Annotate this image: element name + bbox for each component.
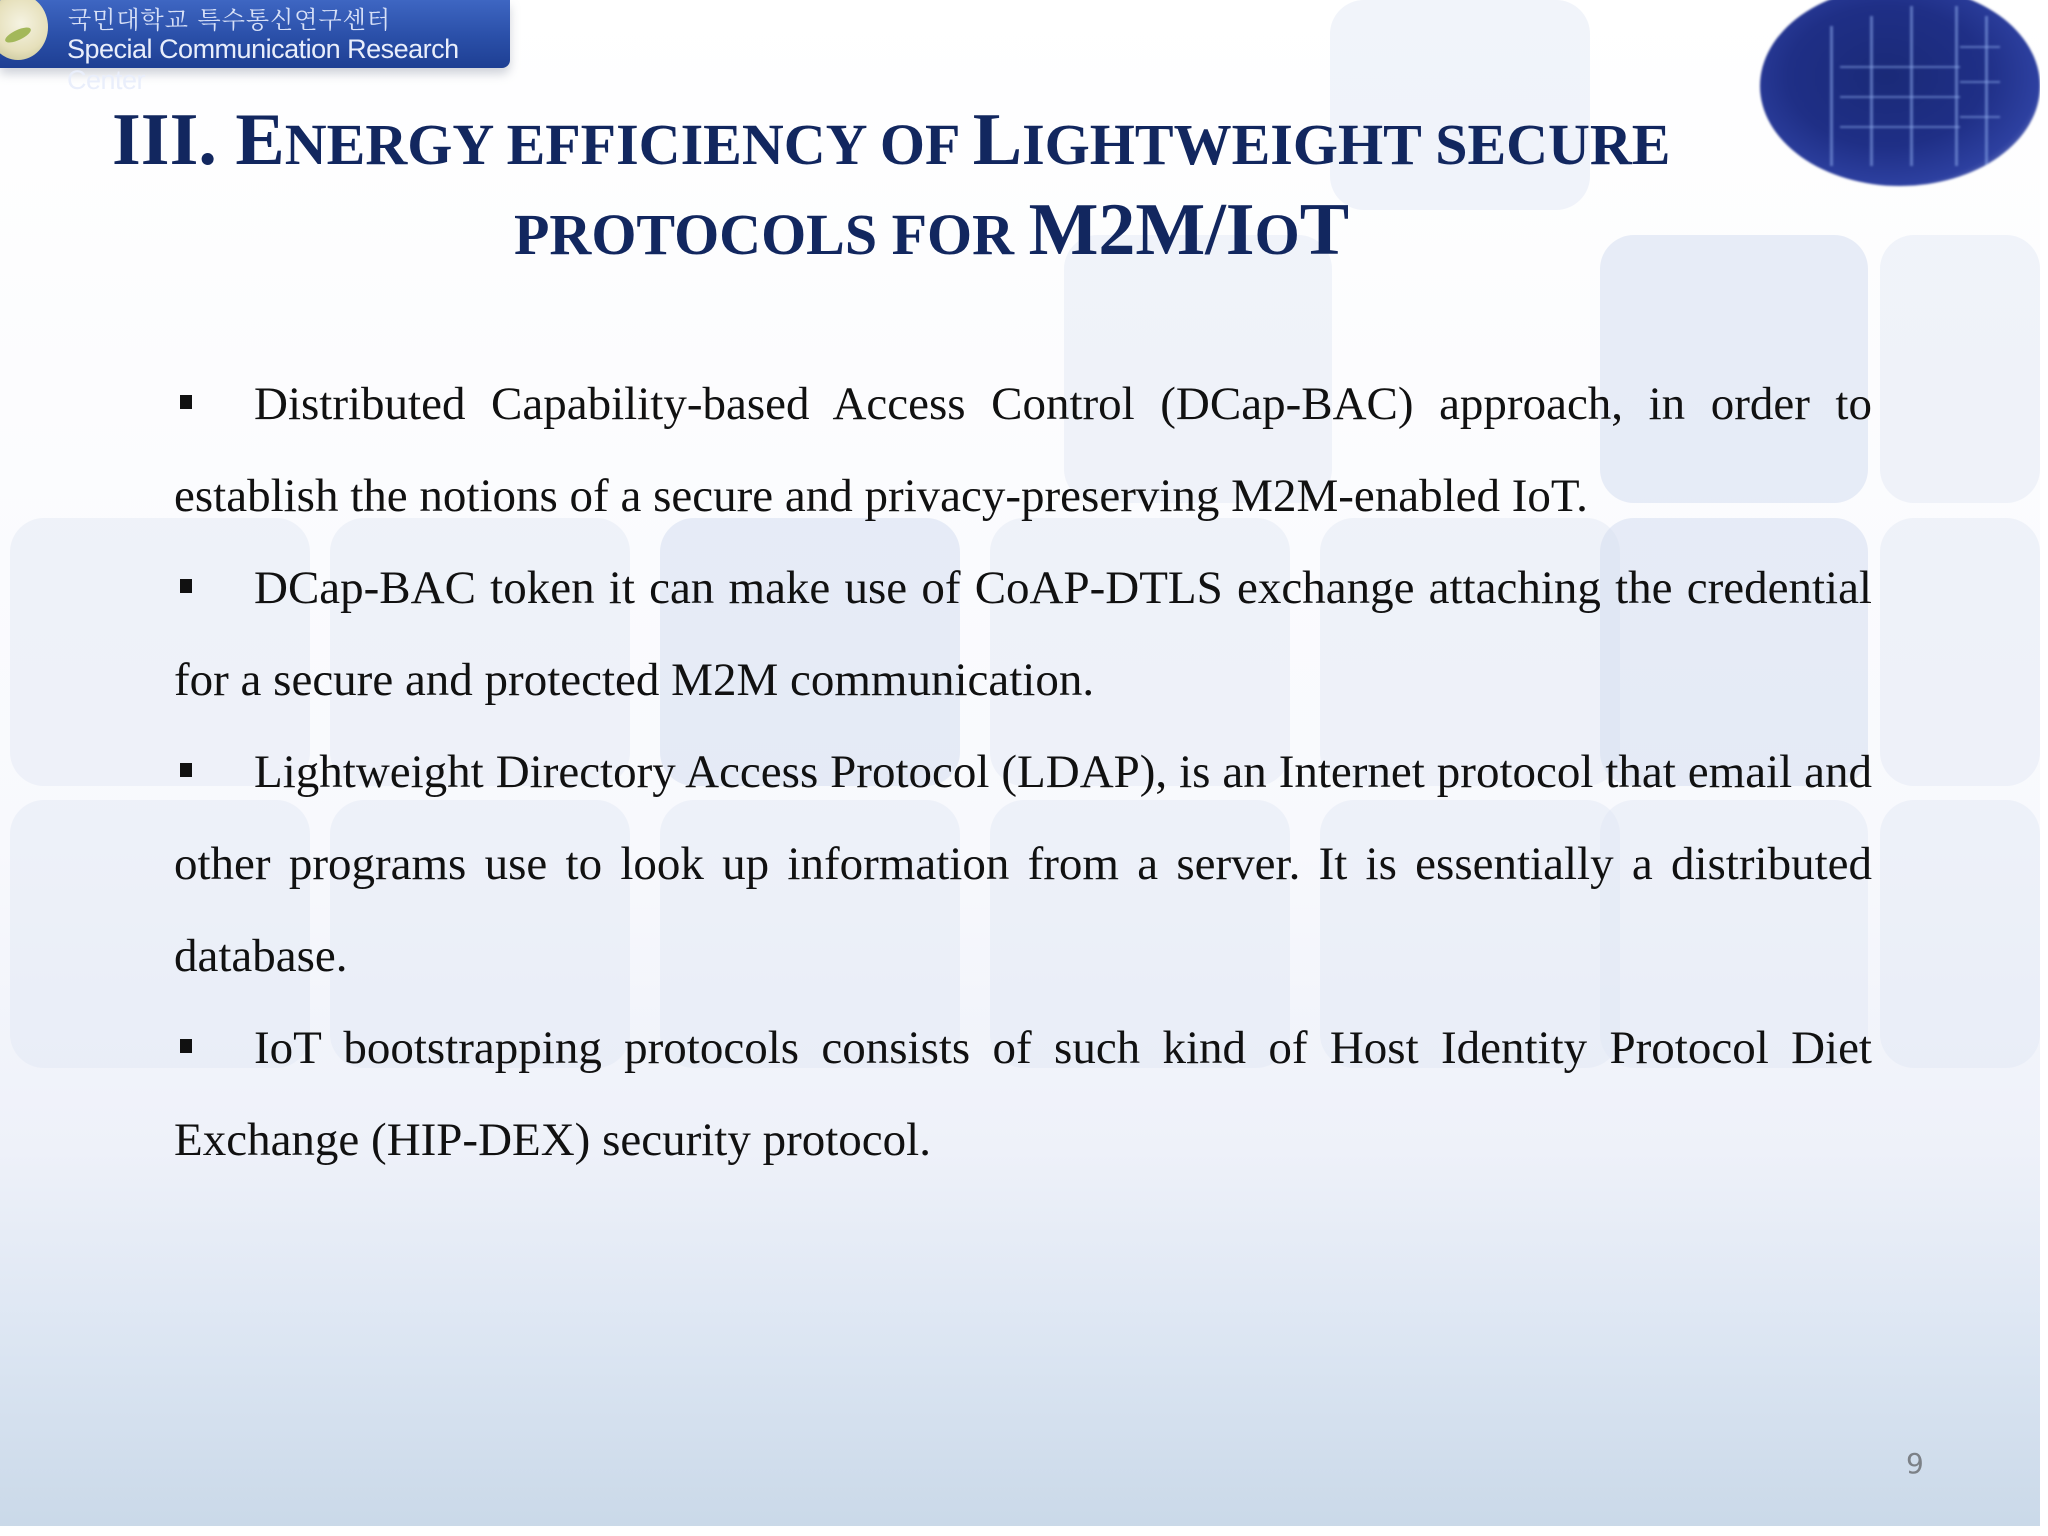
bullet-text: Lightweight Directory Access Protocol (LDAP), is an Internet protocol that email and other programs use to look up information from a server. It is essentially a distributed database.	[174, 746, 1872, 982]
title-text: PROTOCOLS FOR	[514, 202, 1029, 267]
organization-logo-banner	[0, 0, 510, 95]
title-text: NERGY EFFICIENCY OF	[284, 112, 973, 177]
bullet-item	[174, 1002, 1872, 1186]
logo-korean-text: 국민대학교 특수통신연구센터	[68, 6, 392, 34]
bullet-item	[174, 542, 1872, 726]
background-tile	[1880, 518, 2040, 786]
background-tile	[1880, 800, 2040, 1068]
bullet-item	[174, 358, 1872, 542]
slide-border	[2040, 0, 2048, 1536]
logo-english-text: Special Communication Research Center	[67, 34, 459, 95]
page-number: 9	[1906, 1447, 1924, 1480]
title-text: L	[972, 99, 1023, 181]
bullet-list	[174, 358, 1872, 1186]
square-bullet-icon	[180, 395, 192, 409]
title-text: M2M/I	[1028, 189, 1255, 271]
title-text: T	[1299, 189, 1350, 271]
bullet-text: Distributed Capability-based Access Control (DCap-BAC) approach, in order to establish the notions of a secure and privacy-preserving M2M-enabled IoT.	[174, 378, 1872, 522]
slide-title-line-2	[514, 188, 2048, 273]
square-bullet-icon	[180, 1039, 192, 1053]
university-emblem-icon	[0, 0, 48, 60]
title-text: III. E	[112, 99, 285, 181]
bullet-text: IoT bootstrapping protocols consists of such kind of Host Identity Protocol Diet Exchange (HIP-DEX) security protocol.	[174, 1022, 1872, 1166]
title-text: IGHTWEIGHT SECURE	[1022, 112, 1671, 177]
background-tile	[1880, 235, 2040, 503]
slide-border	[0, 1526, 2048, 1536]
slide-title-line-1	[112, 98, 2048, 183]
bullet-item	[174, 726, 1872, 1002]
square-bullet-icon	[180, 763, 192, 777]
square-bullet-icon	[180, 579, 192, 593]
bullet-text: DCap-BAC token it can make use of CoAP-DTLS exchange attaching the credential for a secure and protected M2M communication.	[174, 562, 1872, 706]
title-text: O	[1254, 202, 1300, 267]
